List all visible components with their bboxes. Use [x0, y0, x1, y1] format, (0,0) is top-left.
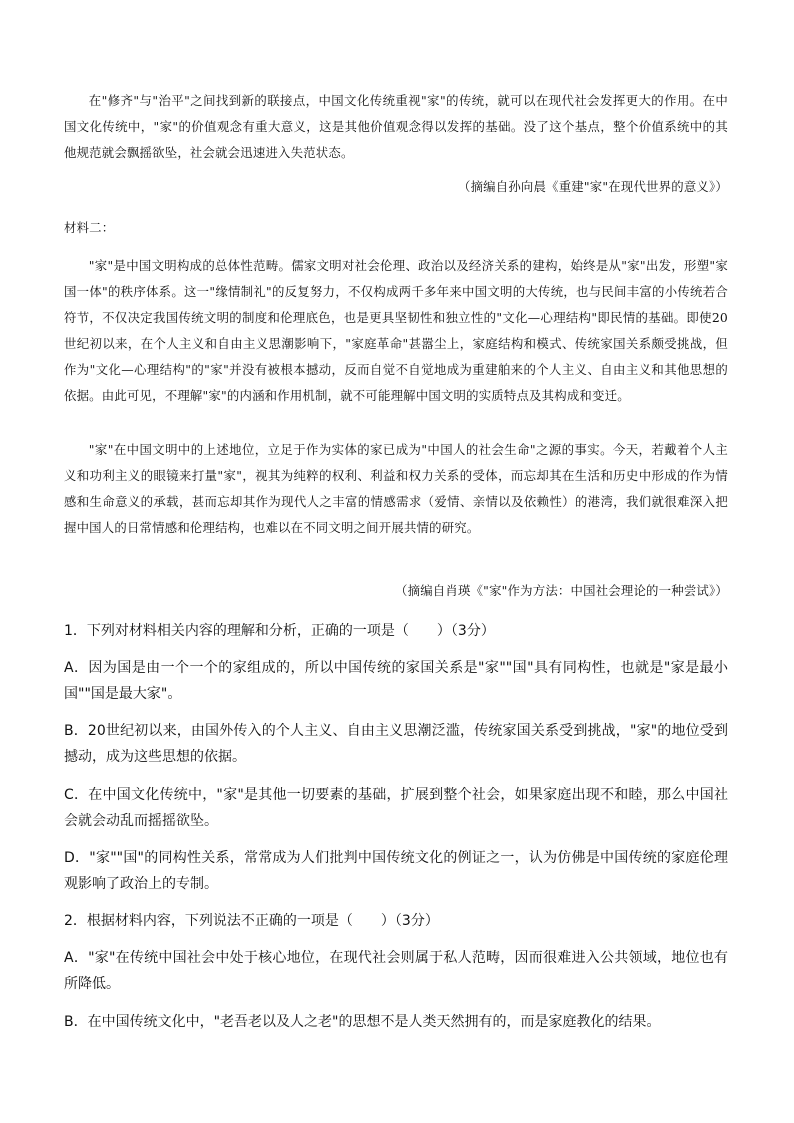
material-two-paragraph-2: "家"在中国文明中的上述地位，立足于作为实体的家已成为"中国人的社会生命"之源的事实。今天，若戴着个人主义和功利主义的眼镜来打量"家"，视其为纯粹的权利、利益和权力关系的受体，而忘却其在生活和历史中形成的作为情感和生命意义的承载，甚而忘却其作为现代人之丰富的情感需求（爱情、亲情以及依赖性）的港湾，我们就很难深入把握中国人的日常情感和伦理结构，也难以在不同文明之间开展共情的研究。 [64, 442, 728, 535]
material-two-source: （摘编自肖瑛《"家"作为方法：中国社会理论的一种尝试》） [395, 583, 728, 598]
material-one-closing-paragraph: 在"修齐"与"治平"之间找到新的联接点，中国文化传统重视"家"的传统，就可以在现代社会发挥更大的作用。在中国文化传统中，"家"的价值观念有重大意义，这是其他价值观念得以发挥的基础。没了这个基点，整个价值系统中的其他规范就会飘摇欲坠，社会就会迅速进入失范状态。 [64, 93, 728, 160]
material-two-heading: 材料二： [64, 220, 115, 235]
question-1-option-a: A．因为国是由一个一个的家组成的，所以中国传统的家国关系是"家""国"具有同构性，也就是"家是最小国""国是最大家"。 [64, 660, 728, 702]
question-2-option-b: B．在中国传统文化中，"老吾老以及人之老"的思想不是人类天然拥有的，而是家庭教化的结果。 [64, 1014, 661, 1030]
question-2-stem: 2．根据材料内容，下列说法不正确的一项是（ ）（3分） [64, 913, 439, 929]
question-1-option-c: C．在中国文化传统中，"家"是其他一切要素的基础，扩展到整个社会，如果家庭出现不和睦，那么中国社会就会动乱而摇摇欲坠。 [64, 787, 728, 829]
question-1-option-d: D．"家""国"的同构性关系，常常成为人们批判中国传统文化的例证之一，认为仿佛是中国传统的家庭伦理观影响了政治上的专制。 [64, 850, 728, 892]
question-1-stem: 1．下列对材料相关内容的理解和分析，正确的一项是（ ）（3分） [64, 623, 495, 639]
material-two-paragraph-1: "家"是中国文明构成的总体性范畴。儒家文明对社会伦理、政治以及经济关系的建构，始终是从"家"出发，形塑"家国一体"的秩序体系。这一"缘情制礼"的反复努力，不仅构成两千多年来中国文明的大传统，也与民间丰富的小传统若合符节，不仅决定我国传统文明的制度和伦理底色，也是更具坚韧性和独立性的"文化—心理结构"即民情的基础。即使20世纪初以来，在个人主义和自由主义思潮影响下，"家庭革命"甚嚣尘上，家庭结构和模式、传统家国关系颇受挑战，但作为"文化—心理结构"的"家"并没有被根本撼动，反而自觉不自觉地成为重建舶来的个人主义、自由主义和其他思想的依据。由此可见，不理解"家"的内涵和作用机制，就不可能理解中国文明的实质特点及其构成和变迁。 [64, 258, 728, 403]
question-2-option-a: A．"家"在传统中国社会中处于核心地位，在现代社会则属于私人范畴，因而很难进入公共领域，地位也有所降低。 [64, 950, 728, 992]
question-1-option-b: B．20世纪初以来，由国外传入的个人主义、自由主义思潮泛滥，传统家国关系受到挑战，"家"的地位受到撼动，成为这些思想的依据。 [64, 723, 728, 765]
material-one-source: （摘编自孙向晨《重建"家"在现代世界的意义》） [457, 179, 728, 194]
